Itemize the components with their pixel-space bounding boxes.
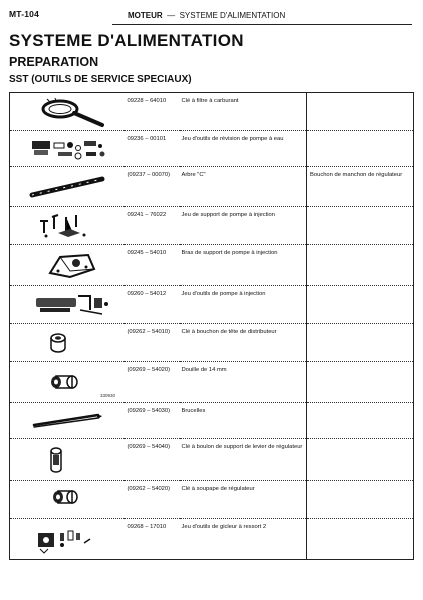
water-pump-tool-set-icon <box>10 131 124 166</box>
part-number: (09269 – 54020) <box>124 362 180 403</box>
tool-note <box>307 207 414 245</box>
tool-note <box>307 362 414 403</box>
running-head-section: MOTEUR <box>128 11 163 20</box>
tool-row <box>10 286 414 324</box>
tool-illustration <box>10 403 124 439</box>
tool-row <box>10 93 414 131</box>
page-number: MT-104 <box>9 9 40 19</box>
tool-note <box>307 245 414 286</box>
tool-row <box>10 519 414 560</box>
tool-name: Jeu d'outils de gicleur à ressort 2 <box>180 519 307 560</box>
tool-row <box>10 167 414 207</box>
header-rule <box>112 24 412 25</box>
tool-illustration <box>10 481 124 519</box>
injection-pump-tool-set-icon <box>10 286 124 323</box>
tool-row <box>10 439 414 481</box>
sst-heading: SST (OUTILS DE SERVICE SPECIAUX) <box>9 74 192 85</box>
sst-table <box>9 92 414 560</box>
nozzle-tool-set-icon <box>10 519 124 559</box>
tool-row <box>10 403 414 439</box>
tool-note <box>307 286 414 324</box>
tool-name: Clé à boulon de support de levier de régulateur <box>180 439 307 481</box>
part-number: (09237 – 00070) <box>124 167 180 207</box>
tool-row <box>10 362 414 403</box>
tool-illustration <box>10 245 124 286</box>
valve-wrench-icon <box>10 481 124 518</box>
tool-note <box>307 481 414 519</box>
tool-illustration <box>10 324 124 362</box>
tool-row <box>10 481 414 519</box>
distributor-plug-wrench-icon <box>10 324 124 361</box>
tool-row <box>10 324 414 362</box>
part-number: 09260 – 54012 <box>124 286 180 324</box>
part-number: 09245 – 54010 <box>124 245 180 286</box>
lever-bolt-wrench-icon <box>10 439 124 480</box>
tool-note <box>307 519 414 560</box>
part-number: (09262 – 54010) <box>124 324 180 362</box>
tool-illustration <box>10 286 124 324</box>
filter-wrench-icon <box>10 93 124 130</box>
part-number: 09228 – 64010 <box>124 93 180 131</box>
part-number: 09241 – 76022 <box>124 207 180 245</box>
tool-name: Jeu d'outils de révision de pompe à eau <box>180 131 307 167</box>
page-title: SYSTEME D'ALIMENTATION <box>9 31 244 50</box>
tool-row <box>10 131 414 167</box>
tool-name: Arbre "C" <box>180 167 307 207</box>
tool-name: Jeu d'outils de pompe à injection <box>180 286 307 324</box>
part-number: (09269 – 54040) <box>124 439 180 481</box>
part-number: (09262 – 54020) <box>124 481 180 519</box>
tool-note <box>307 93 414 131</box>
tool-illustration <box>10 439 124 481</box>
tool-note <box>307 439 414 481</box>
running-head <box>128 11 285 20</box>
running-head-subsection: SYSTEME D'ALIMENTATION <box>179 11 286 20</box>
tool-illustration <box>10 519 124 560</box>
tool-name: Clé à bouchon de tête de distributeur <box>180 324 307 362</box>
part-number: 09268 – 17010 <box>124 519 180 560</box>
running-head-separator: — <box>167 11 176 20</box>
tool-note <box>307 131 414 167</box>
tool-illustration <box>10 93 124 131</box>
tool-row <box>10 245 414 286</box>
pump-stand-set-icon <box>10 207 124 244</box>
tool-row <box>10 207 414 245</box>
section-heading: PREPARATION <box>9 55 99 69</box>
tool-name: Douille de 14 mm <box>180 362 307 403</box>
tool-name: Brucelles <box>180 403 307 439</box>
part-number: 09236 – 00101 <box>124 131 180 167</box>
shaft-c-icon <box>10 167 124 206</box>
tweezers-icon <box>10 403 124 438</box>
tool-illustration <box>10 167 124 207</box>
pump-support-arm-icon <box>10 245 124 285</box>
catalog-code: 330930 <box>100 393 116 398</box>
tool-note <box>307 324 414 362</box>
tool-name: Jeu de support de pompe à injection <box>180 207 307 245</box>
tool-name: Clé à filtre à carburant <box>180 93 307 131</box>
tool-illustration <box>10 207 124 245</box>
tool-illustration <box>10 131 124 167</box>
tool-name: Bras de support de pompe à injection <box>180 245 307 286</box>
tool-illustration <box>10 362 124 403</box>
tool-name: Clé à soupape de régulateur <box>180 481 307 519</box>
part-number: (09269 – 54030) <box>124 403 180 439</box>
tool-note <box>307 403 414 439</box>
tool-note: Bouchon de manchon de régulateur <box>307 167 414 207</box>
